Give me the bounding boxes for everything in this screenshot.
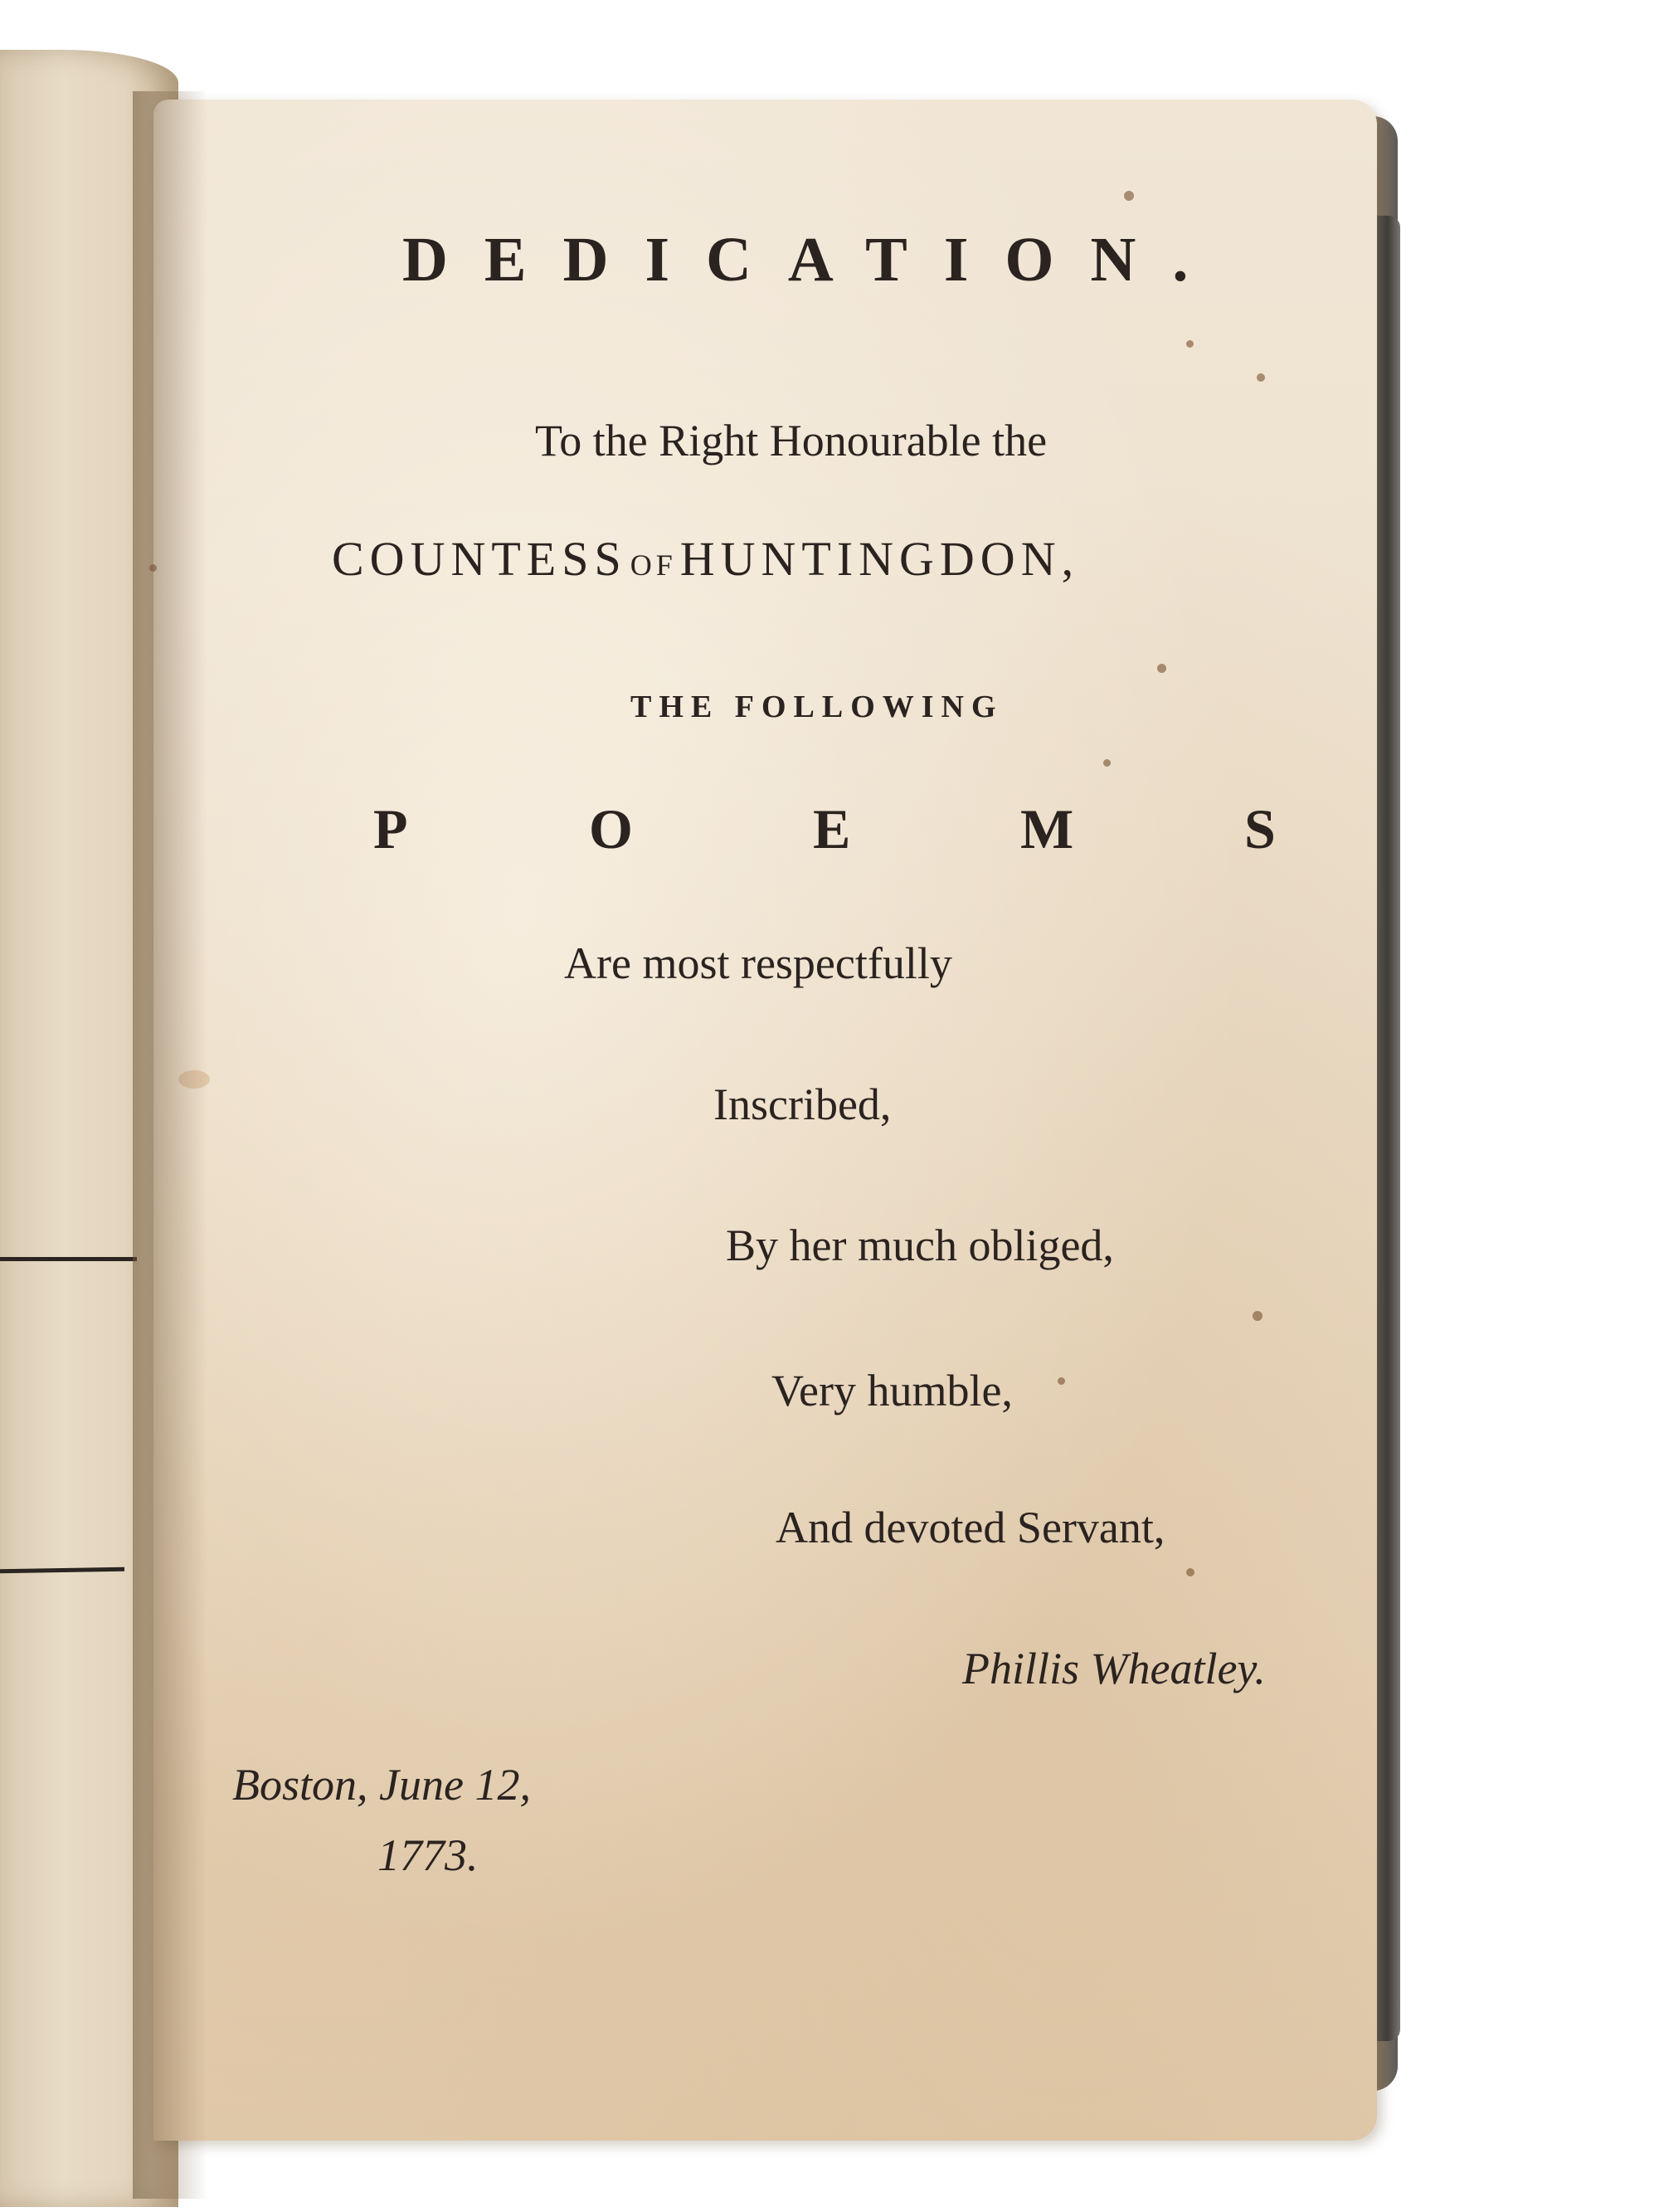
countess-word: COUNTESS xyxy=(332,532,627,586)
poems-letter: O xyxy=(589,797,633,860)
following-line: THE FOLLOWING xyxy=(630,689,1004,724)
foxing-spot xyxy=(1124,191,1134,201)
foxing-spot xyxy=(1186,340,1194,348)
left-page-rule xyxy=(0,1567,124,1574)
foxing-spot xyxy=(1186,1568,1194,1576)
huntingdon-word: HUNTINGDON, xyxy=(679,532,1080,586)
dedication-line-right-honourable: To the Right Honourable the xyxy=(535,416,1048,465)
dedication-line-obliged: By her much obliged, xyxy=(726,1220,1114,1270)
poems-letter: M xyxy=(1020,797,1074,860)
left-page-rule xyxy=(0,1257,137,1261)
signature-phillis-wheatley: Phillis Wheatley. xyxy=(962,1644,1266,1693)
poems-letter: E xyxy=(813,797,851,860)
poems-letter: P xyxy=(373,797,408,860)
place-and-date: Boston, June 12, xyxy=(232,1760,531,1810)
of-word: OF xyxy=(630,548,677,582)
foxing-spot xyxy=(1103,759,1111,767)
dedication-line-respectfully: Are most respectfully xyxy=(564,938,952,988)
poems-letter: S xyxy=(1244,797,1276,860)
foxing-spot xyxy=(1253,1311,1262,1321)
foxing-spot xyxy=(1257,373,1265,382)
dedication-line-inscribed: Inscribed, xyxy=(713,1079,892,1129)
dedication-heading: DEDICATION. xyxy=(402,225,1225,295)
gutter-shadow xyxy=(133,91,207,2199)
dedication-page xyxy=(153,100,1377,2141)
foxing-spot xyxy=(1058,1377,1065,1385)
dedication-countess-line xyxy=(332,531,1079,587)
year: 1773. xyxy=(377,1830,479,1880)
foxing-spot xyxy=(1157,664,1166,673)
dedication-line-humble: Very humble, xyxy=(771,1366,1013,1415)
dedication-line-servant: And devoted Servant, xyxy=(776,1503,1165,1552)
